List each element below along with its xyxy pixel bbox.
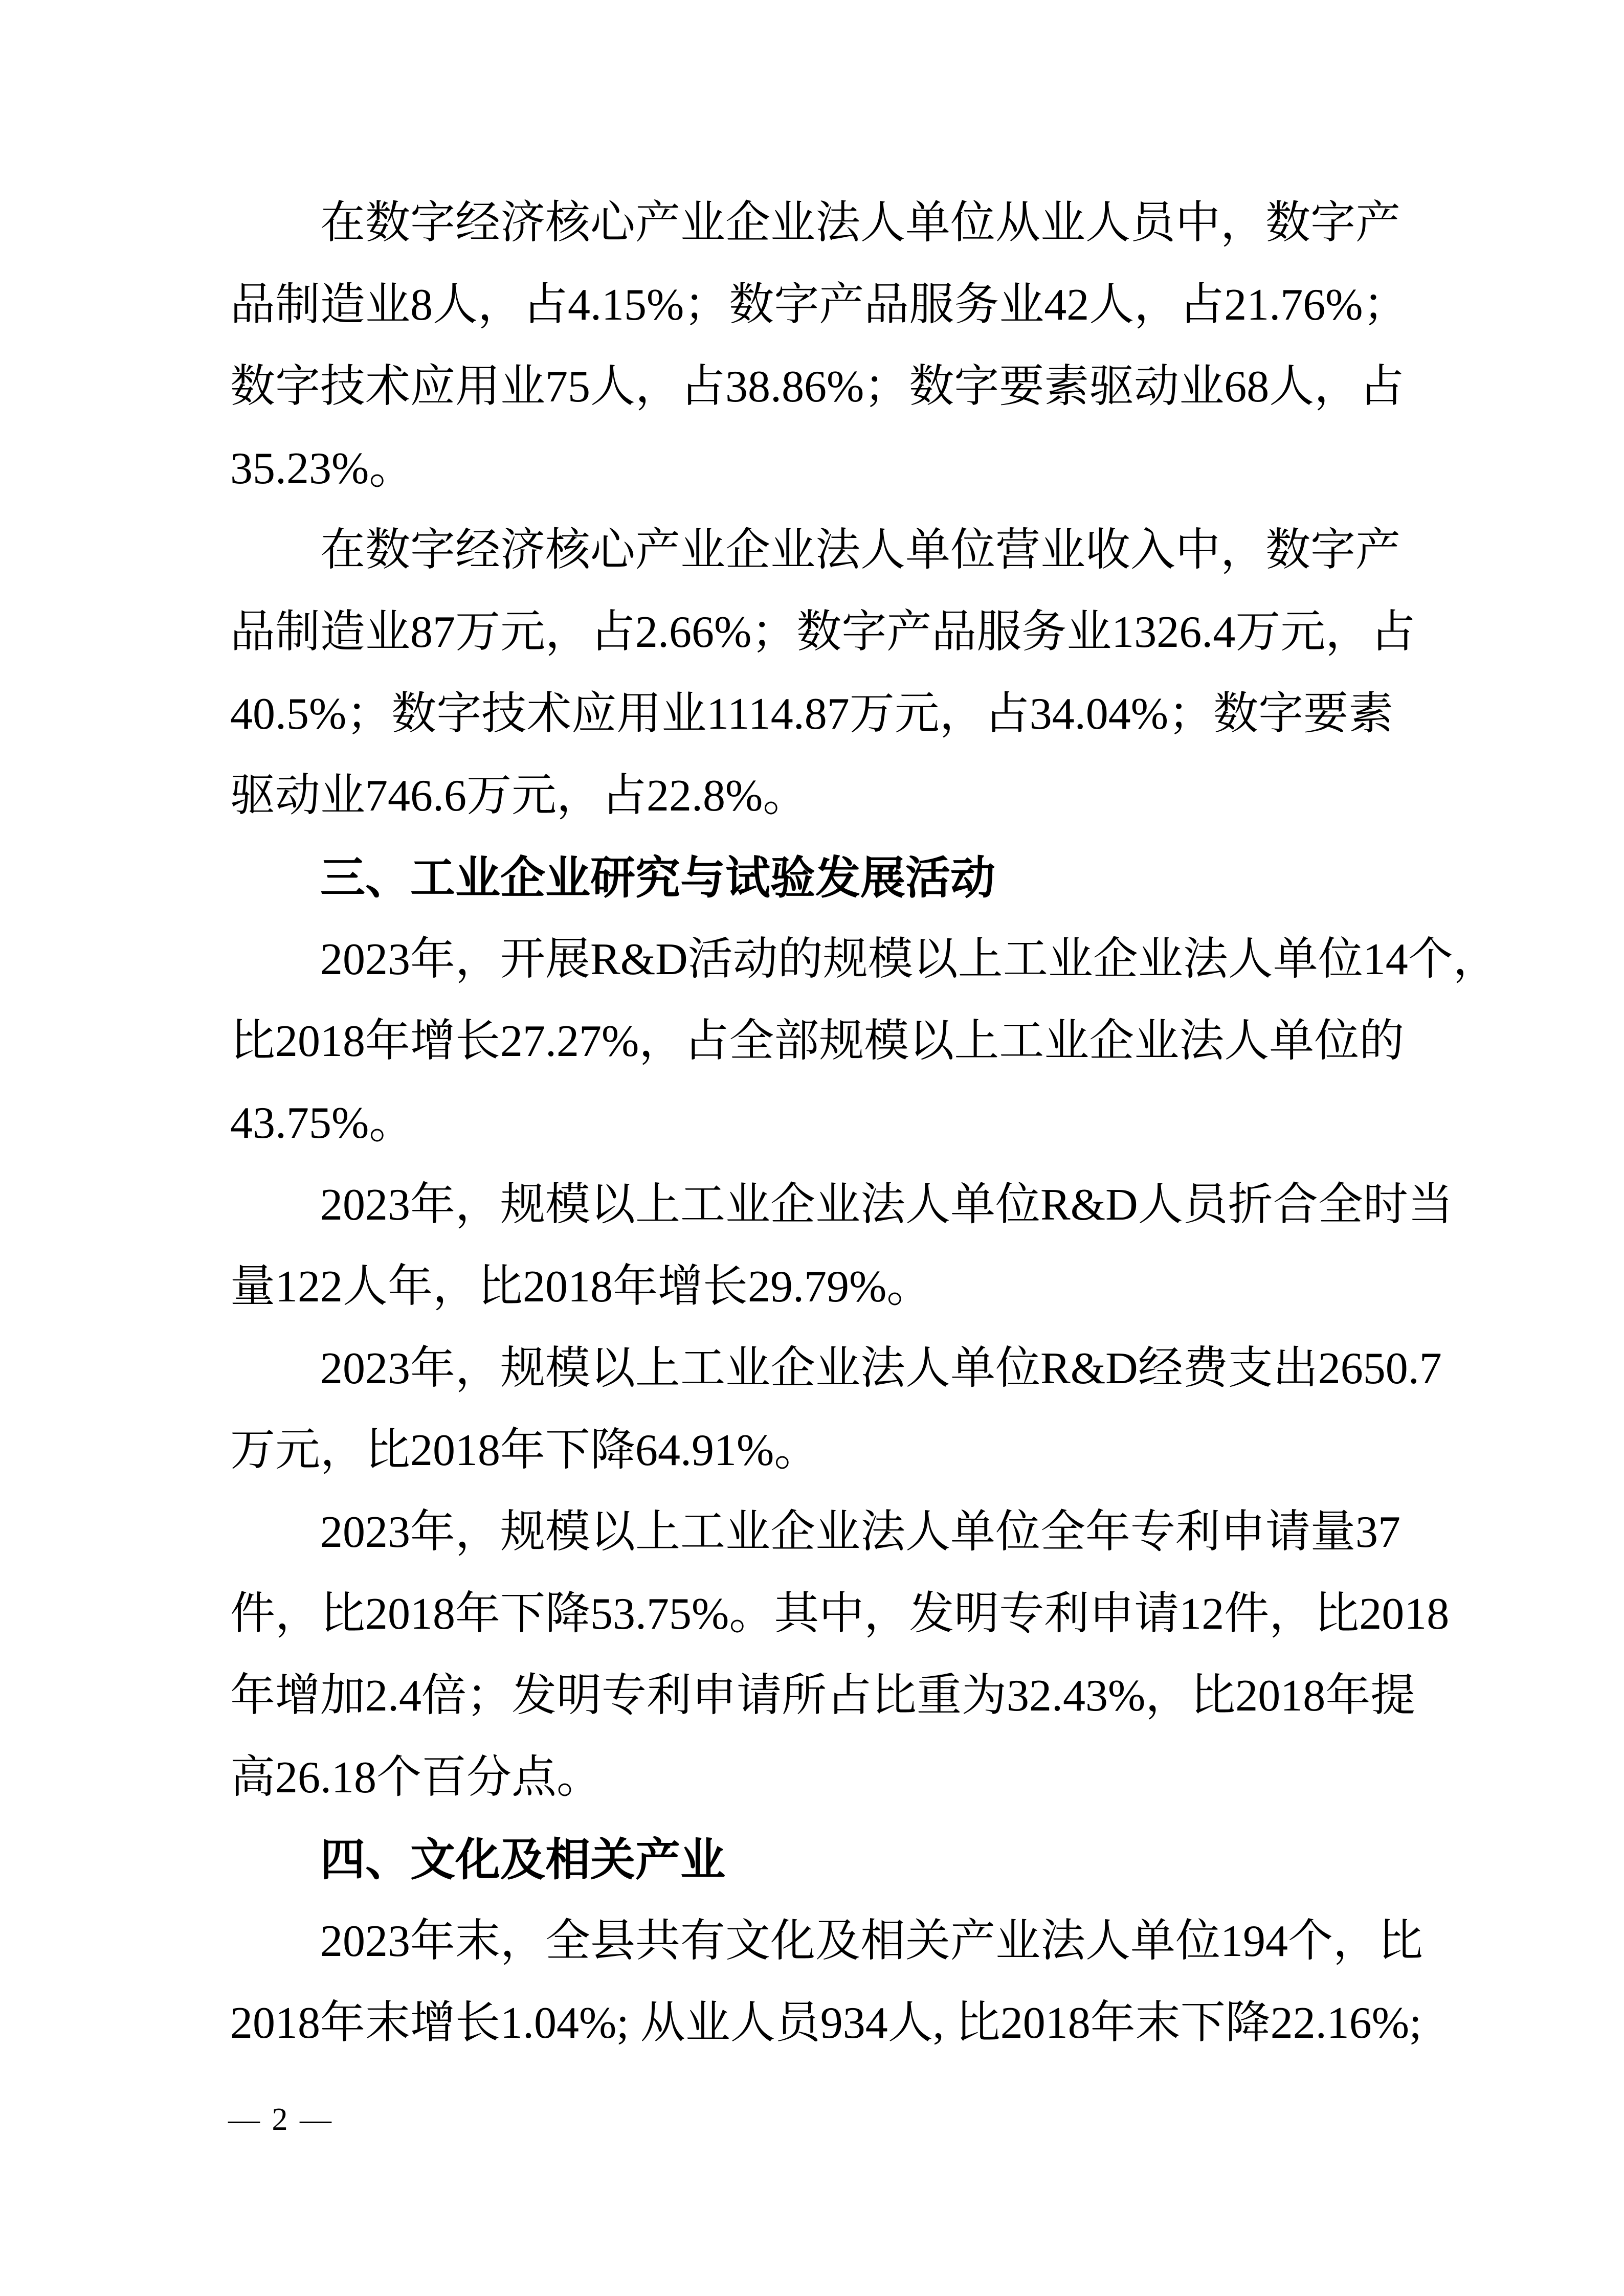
text-line: 2023年，规模以上工业企业法人单位R&D人员折合全时当 <box>320 1180 1453 1230</box>
text-line: 比2018年增长27.27%，占全部规模以上工业企业法人单位的 <box>230 1017 1405 1066</box>
text-line: 数字技术应用业75人，占38.86%；数字要素驱动业68人，占 <box>230 362 1405 412</box>
text-line: 2023年，规模以上工业企业法人单位全年专利申请量37 <box>320 1507 1401 1557</box>
text-line: 2018年末增长1.04%; 从业人员934人, 比2018年末下降22.16%; <box>230 1998 1422 2048</box>
text-line: 品制造业87万元，占2.66%；数字产品服务业1326.4万元，占 <box>230 607 1416 657</box>
text-line: 在数字经济核心产业企业法人单位从业人员中，数字产 <box>320 198 1401 248</box>
text-line: 在数字经济核心产业企业法人单位营业收入中，数字产 <box>320 526 1401 575</box>
text-line: 2023年末，全县共有文化及相关产业法人单位194个，比 <box>320 1917 1423 1966</box>
text-line: 驱动业746.6万元，占22.8%。 <box>230 771 808 821</box>
section-heading-industry-rd: 三、工业企业研究与试验发展活动 <box>320 852 996 903</box>
text-line: 35.23%。 <box>230 444 414 493</box>
text-line: 年增加2.4倍；发明专利申请所占比重为32.43%，比2018年提 <box>230 1671 1416 1721</box>
text-line: 品制造业8人，占4.15%；数字产品服务业42人，占21.76%； <box>230 280 1408 330</box>
text-line: 高26.18个百分点。 <box>230 1753 602 1803</box>
text-line: 2023年，规模以上工业企业法人单位R&D经费支出2650.7 <box>320 1344 1442 1393</box>
text-line: 件，比2018年下降53.75%。其中，发明专利申请12件，比2018 <box>230 1589 1450 1639</box>
section-heading-culture-industry: 四、文化及相关产业 <box>320 1834 726 1885</box>
text-line: 量122人年，比2018年增长29.79%。 <box>230 1262 932 1312</box>
page-number: — 2 — <box>228 2102 333 2137</box>
text-line: 43.75%。 <box>230 1098 414 1148</box>
text-line: 2023年，开展R&D活动的规模以上工业企业法人单位14个， <box>320 935 1498 984</box>
document-body <box>230 183 1498 2064</box>
text-line: 40.5%；数字技术应用业1114.87万元，占34.04%；数字要素 <box>230 689 1394 739</box>
text-line: 万元，比2018年下降64.91%。 <box>230 1426 819 1475</box>
